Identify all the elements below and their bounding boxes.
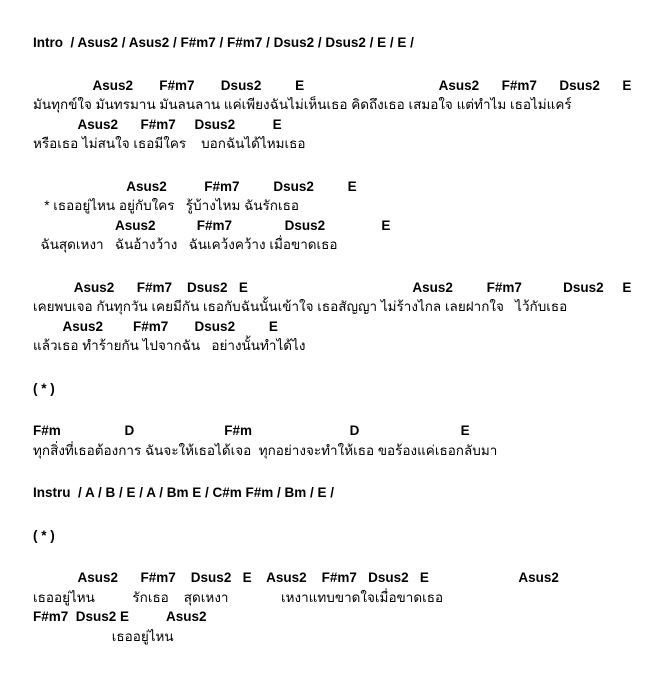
lyric-line: * เธออยู่ไหน อยู่กับใคร รู้บ้างไหม ฉันรักเธอ [33, 198, 299, 213]
chord-line: F#m D F#m D E [33, 423, 470, 438]
chord-line: Asus2 F#m7 Dsus2 E [33, 217, 391, 233]
lyric-line: เคยพบเจอ กันทุกวัน เคยมีกัน เธอกับฉันนั้นเข้าใจ เธอสัญญา ไม่ร้างไกล เลยฝากใจ ไว้กับเธอ [33, 299, 568, 314]
lyric-line: เธออยู่ไหน [33, 628, 174, 644]
chord-line: Asus2 F#m7 Dsus2 E [33, 318, 278, 334]
lyric-line: แล้วเธอ ทำร้ายกัน ไปจากฉัน อย่างนั้นทำได้ไง [33, 338, 306, 353]
outro-section [33, 568, 662, 646]
chorus-section [33, 177, 662, 255]
chord-line: Asus2 F#m7 Dsus2 E [33, 178, 357, 194]
chord-line: F#m7 Dsus2 E Asus2 [33, 609, 207, 624]
chord-line: Asus2 F#m7 Dsus2 E Asus2 F#m7 Dsus2 E [33, 77, 632, 93]
intro-section [33, 33, 662, 53]
chord-line: Asus2 F#m7 Dsus2 E Asus2 F#m7 Dsus2 E [33, 279, 632, 295]
instru-line: Instru / A / B / E / A / Bm E / C#m F#m / Bm / E / [33, 485, 335, 500]
chord-line: Asus2 F#m7 Dsus2 E [33, 116, 282, 132]
intro-line: Intro / Asus2 / Asus2 / F#m7 / F#m7 / Dsus2 / Dsus2 / E / E / [33, 35, 414, 50]
repeat-marker-1 [33, 379, 662, 399]
instru-section [33, 483, 662, 503]
lyric-line: หรือเธอ ไม่สนใจ เธอมีใคร บอกฉันได้ไหมเธอ [33, 136, 306, 151]
repeat-sign: ( * ) [33, 527, 55, 543]
lyric-line: ทุกสิ่งที่เธอต้องการ ฉันจะให้เธอได้เจอ ทุกอย่างจะทำให้เธอ ขอร้องแค่เธอกลับมา [33, 442, 498, 458]
lyric-line: เธออยู่ไหน รักเธอ สุดเหงา เหงาแทบขาดใจเมื่อขาดเธอ [33, 589, 444, 605]
chord-line: Asus2 F#m7 Dsus2 E Asus2 F#m7 Dsus2 E Asus2 [33, 570, 559, 585]
verse-1-section [33, 76, 662, 154]
repeat-sign: ( * ) [33, 380, 55, 396]
lyric-line: มันทุกข์ใจ มันทรมาน มันลนลาน แค่เพียงฉันไม่เห็นเธอ คิดถึงเธอ เสมอใจ แต่ทำไม เธอไม่แคร์ [33, 97, 572, 112]
bridge-section [33, 421, 662, 460]
repeat-marker-2 [33, 526, 662, 546]
verse-2-section [33, 278, 662, 356]
lyric-line: ฉันสุดเหงา ฉันอ้างว้าง ฉันเคว้งคว้าง เมื่อขาดเธอ [33, 237, 338, 252]
